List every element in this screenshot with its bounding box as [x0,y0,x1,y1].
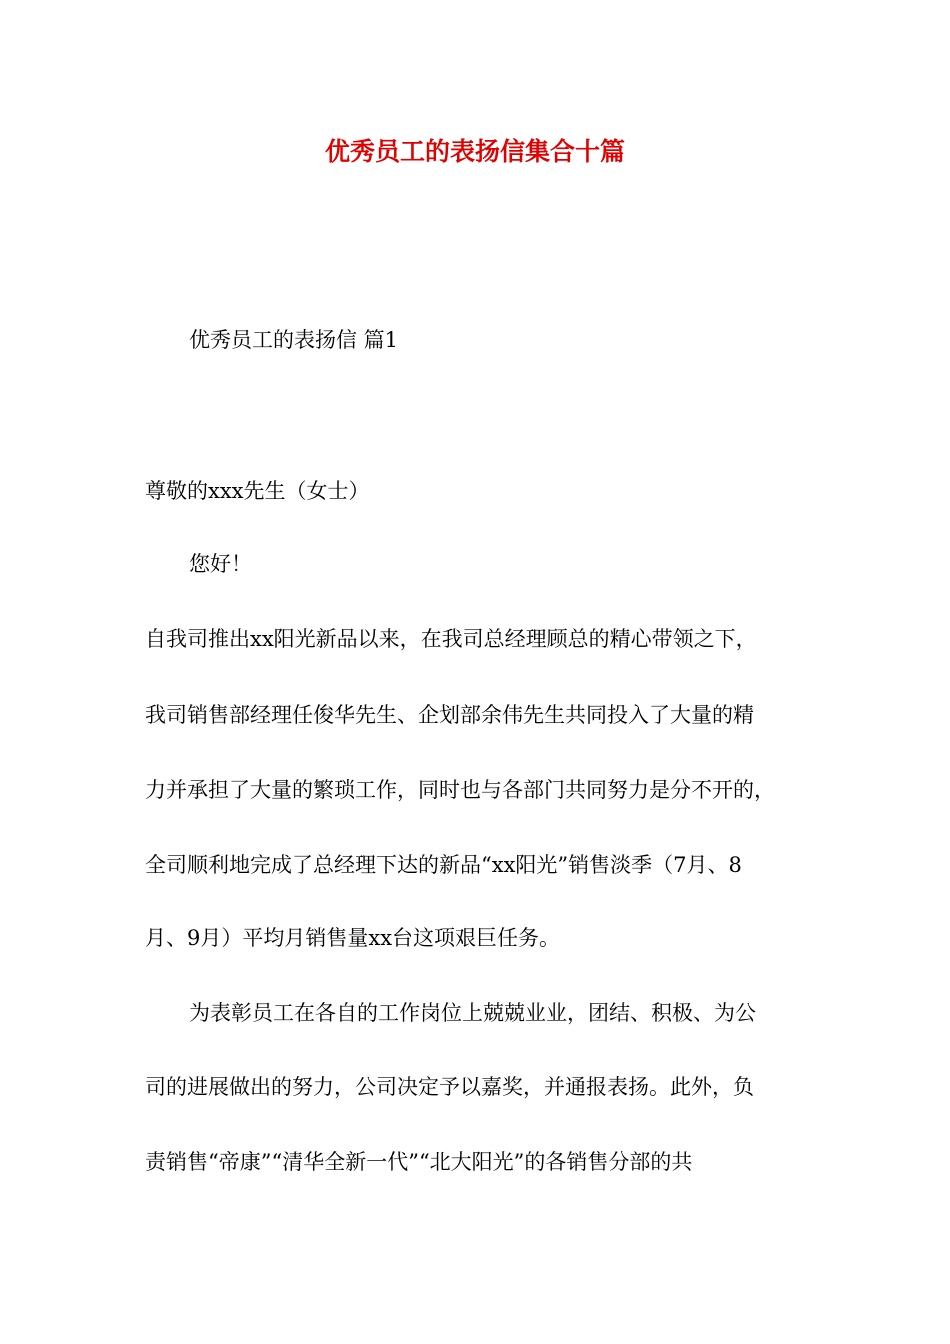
greeting: 您好！ [189,552,252,576]
paragraph1-line: 月、9月）平均月销售量xx台这项艰巨任务。 [145,926,561,950]
paragraph1-line: 全司顺利地完成了总经理下达的新品“xx阳光”销售淡季（7月、8 [145,853,742,877]
section-heading: 优秀员工的表扬信 篇1 [189,328,399,352]
document-title: 优秀员工的表扬信集合十篇 [324,137,625,166]
paragraph2-line: 责销售“帝康”“清华全新一代”“北大阳光”的各销售分部的共 [145,1150,693,1174]
paragraph1-line: 自我司推出xx阳光新品以来，在我司总经理顾总的精心带领之下， [145,627,757,651]
paragraph2-line: 司的进展做出的努力，公司决定予以嘉奖，并通报表扬。此外，负 [145,1075,754,1099]
paragraph1-line: 我司销售部经理任俊华先生、企划部余伟先生共同投入了大量的精 [145,703,754,727]
paragraph2-line: 为表彰员工在各自的工作岗位上兢兢业业，团结、积极、为公 [189,1001,756,1025]
paragraph1-line: 力并承担了大量的繁琐工作，同时也与各部门共同努力是分不开的， [145,778,775,802]
salutation: 尊敬的xxx先生（女士） [145,479,370,503]
